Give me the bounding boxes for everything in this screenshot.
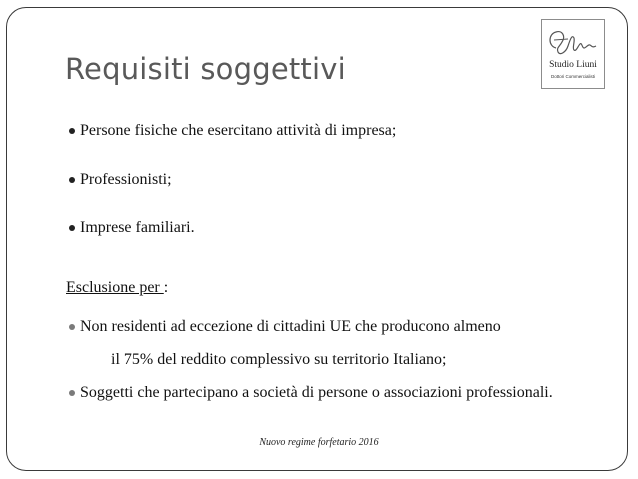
bullet-exclusion-1-line2: il 75% del reddito complessivo su territorio Italiano; <box>111 351 447 368</box>
slide-title: Requisiti soggettivi <box>65 52 346 86</box>
logo-name: Studio Liuni <box>549 60 597 70</box>
bullet-icon <box>69 128 75 134</box>
bullet-item-1: Persone fisiche che esercitano attività di impresa; <box>80 122 397 139</box>
bullet-exclusion-1-line1: Non residenti ad eccezione di cittadini UE che producono almeno <box>80 318 501 335</box>
bullet-icon <box>69 324 75 330</box>
bullet-item-2: Professionisti; <box>80 171 172 188</box>
slide-footer: Nuovo regime forfetario 2016 <box>259 437 379 448</box>
logo-subtitle: Dottori Commercialisti <box>550 74 595 79</box>
bullet-icon <box>69 390 75 396</box>
bullet-item-3: Imprese familiari. <box>80 219 195 236</box>
studio-logo <box>541 19 605 89</box>
bullet-icon <box>69 225 75 231</box>
signature-logo-icon <box>542 24 604 60</box>
exclusion-label: Esclusione per <box>66 279 164 296</box>
bullet-icon <box>69 177 75 183</box>
exclusion-heading <box>66 279 168 297</box>
exclusion-suffix: : <box>163 279 169 296</box>
bullet-exclusion-2: Soggetti che partecipano a società di persone o associazioni professionali. <box>80 384 553 401</box>
